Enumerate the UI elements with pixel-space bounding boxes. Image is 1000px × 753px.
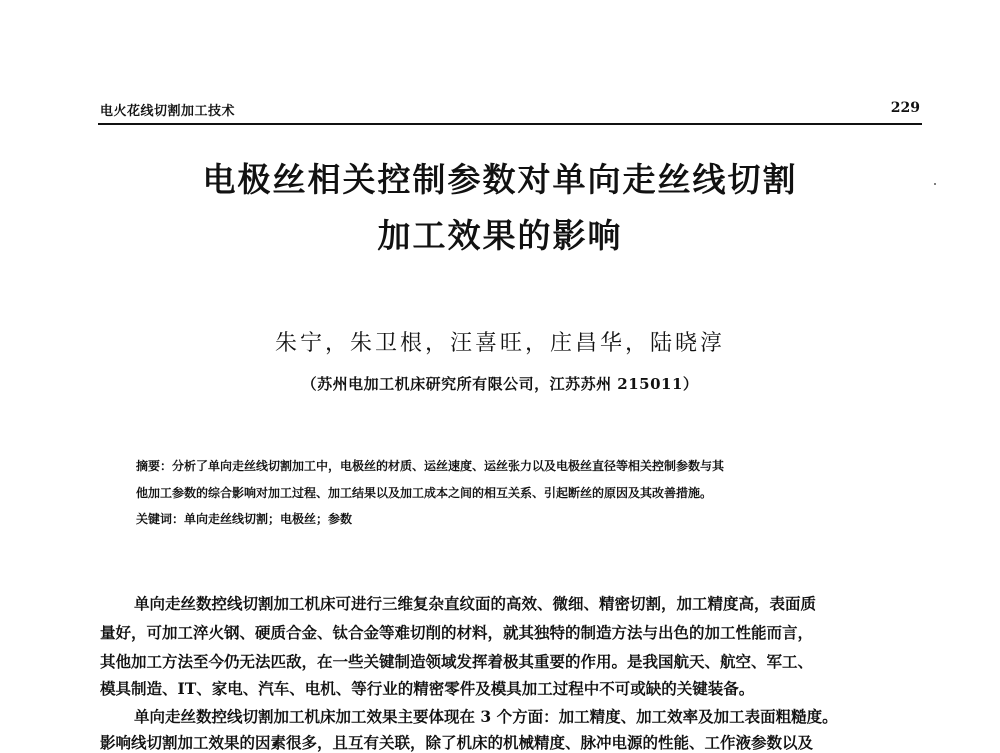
- header-rule: [98, 123, 922, 125]
- affiliation: （苏州电加工机床研究所有限公司，江苏苏州 215011）: [301, 375, 699, 393]
- title-line-2: 加工效果的影响: [377, 216, 623, 255]
- body-line-1: 单向走丝数控线切割加工机床可进行三维复杂直纹面的高效、微细、精密切割，加工精度高，表面质: [134, 594, 817, 613]
- body-line-6: 影响线切割加工效果的因素很多，且互有关联，除了机床的机械精度、脉冲电源的性能、工作液参数以及: [100, 733, 814, 752]
- body-line-4: 模具制造、IT、家电、汽车、电机、等行业的精密零件及模具加工过程中不可或缺的关键装备。: [100, 679, 755, 698]
- body-line-5: 单向走丝数控线切割加工机床加工效果主要体现在 3 个方面：加工精度、加工效率及加工表面粗糙度。: [134, 707, 838, 726]
- keywords: 关键词：单向走丝线切割；电极丝；参数: [136, 512, 353, 526]
- abstract-line-2: 他加工参数的综合影响对加工过程、加工结果以及加工成本之间的相互关系、引起断丝的原因及其改善措施。: [136, 486, 713, 500]
- page-number: 229: [890, 100, 920, 116]
- body-line-2: 量好，可加工淬火钢、硬质合金、钛合金等难切削的材料，就其独特的制造方法与出色的加工性能而言，: [100, 623, 814, 642]
- running-header: 电火花线切割加工技术: [100, 104, 236, 119]
- body-line-3: 其他加工方法至今仍无法匹敌，在一些关键制造领域发挥着极其重要的作用。是我国航天、航空、军工、: [100, 652, 814, 671]
- authors: 朱宁，朱卫根，汪喜旺，庄昌华，陆晓淳: [274, 331, 725, 356]
- abstract-line-1: 摘要：分析了单向走丝线切割加工中，电极丝的材质、运丝速度、运丝张力以及电极丝直径等相关控制参数与其: [136, 459, 725, 473]
- title-line-1: 电极丝相关控制参数对单向走丝线切割: [202, 160, 798, 199]
